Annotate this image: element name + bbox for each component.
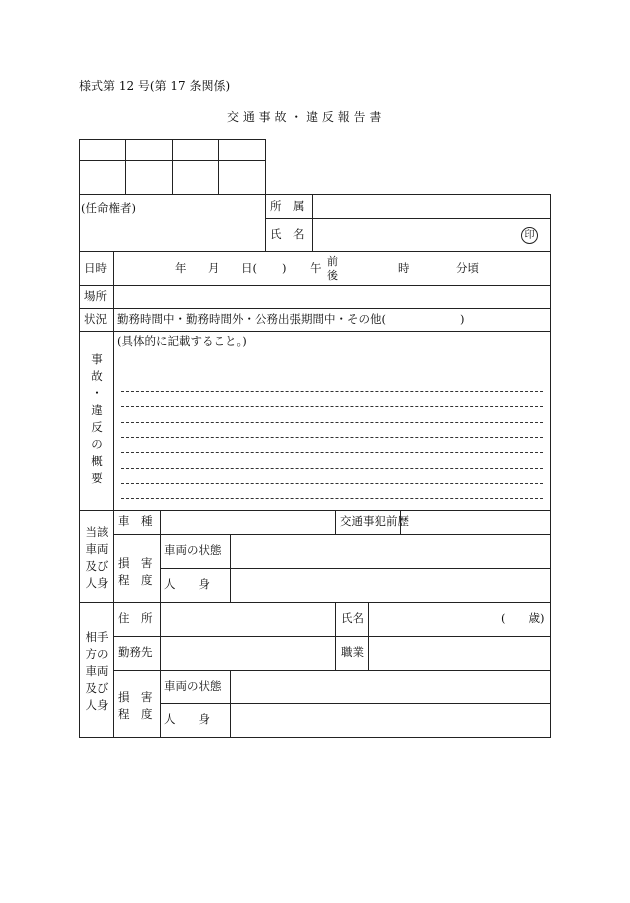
other-party-section-label: 相手 方の 車両 及び 人身	[85, 630, 109, 712]
situation-close: )	[460, 312, 465, 326]
other-address-field[interactable]	[161, 603, 335, 636]
other-age-text: ( 歳)	[501, 611, 545, 625]
other-vehicle-condition-field[interactable]	[231, 671, 550, 703]
form-title: 交 通 事 故 ・ 違 反 報 告 書	[227, 110, 382, 124]
approval-stamp-cell[interactable]	[219, 140, 265, 160]
own-vehicle-section-label: 当該 車両 及び 人身	[85, 525, 109, 590]
datetime-month: 月	[208, 261, 220, 275]
own-vehicle-condition-field[interactable]	[231, 535, 550, 568]
approval-stamp-cell[interactable]	[80, 140, 125, 160]
other-person-field[interactable]	[231, 704, 550, 737]
vehicle-type-label: 車 種	[118, 514, 153, 528]
location-field[interactable]	[114, 286, 550, 308]
datetime-noon: 午	[310, 261, 322, 275]
summary-rule	[121, 422, 543, 423]
datetime-year: 年	[175, 261, 187, 275]
summary-label: 事 故 ・ 違 反 の 概 要	[91, 352, 103, 485]
situation-options[interactable]: 勤務時間中・勤務時間外・公務出張期間中・その他(	[117, 312, 386, 326]
summary-field[interactable]	[114, 352, 550, 508]
other-workplace-field[interactable]	[161, 637, 335, 670]
name-field[interactable]	[313, 219, 513, 251]
other-vehicle-condition-label: 車両の状態	[164, 679, 222, 693]
approval-stamp-cell[interactable]	[173, 140, 218, 160]
other-damage-label: 損 害 程 度	[118, 690, 153, 721]
summary-rule	[121, 406, 543, 407]
own-vehicle-condition-label: 車両の状態	[164, 543, 222, 557]
approval-stamp-cell[interactable]	[126, 140, 172, 160]
other-name-label: 氏名	[341, 611, 364, 625]
form-number: 様式第 12 号(第 17 条関係)	[79, 79, 231, 93]
own-damage-label: 損 害 程 度	[118, 556, 153, 587]
datetime-label: 日時	[84, 261, 107, 275]
datetime-hour: 時	[398, 261, 410, 275]
datetime-minute: 分頃	[456, 261, 479, 275]
other-occupation-label: 職業	[341, 645, 364, 659]
summary-rule	[121, 452, 543, 453]
vehicle-type-field[interactable]	[161, 511, 335, 534]
summary-rule	[121, 468, 543, 469]
summary-note: (具体的に記載すること。)	[117, 334, 247, 348]
summary-rule	[121, 391, 543, 392]
datetime-day-open: 日(	[241, 261, 257, 275]
traffic-record-field[interactable]	[401, 511, 550, 534]
other-name-field[interactable]	[369, 603, 499, 636]
other-occupation-field[interactable]	[369, 637, 550, 670]
datetime-day-close: )	[282, 261, 287, 275]
other-person-label: 人 身	[164, 712, 210, 726]
traffic-record-label: 交通事犯前歴	[340, 514, 409, 528]
location-label: 場所	[84, 289, 107, 303]
own-person-label: 人 身	[164, 577, 210, 591]
situation-label: 状況	[84, 312, 107, 326]
other-workplace-label: 勤務先	[118, 645, 153, 659]
other-address-label: 住 所	[118, 611, 153, 625]
seal-mark: 印	[521, 227, 538, 244]
appointer-label: (任命権者)	[81, 201, 136, 215]
datetime-ampm-bottom: 後	[327, 269, 338, 282]
datetime-ampm-top: 前	[327, 255, 338, 268]
affiliation-field[interactable]	[313, 195, 550, 218]
own-person-field[interactable]	[231, 569, 550, 602]
summary-rule	[121, 483, 543, 484]
affiliation-label: 所 属	[270, 199, 305, 213]
name-label: 氏 名	[270, 227, 305, 241]
summary-rule	[121, 498, 543, 499]
summary-rule	[121, 437, 543, 438]
